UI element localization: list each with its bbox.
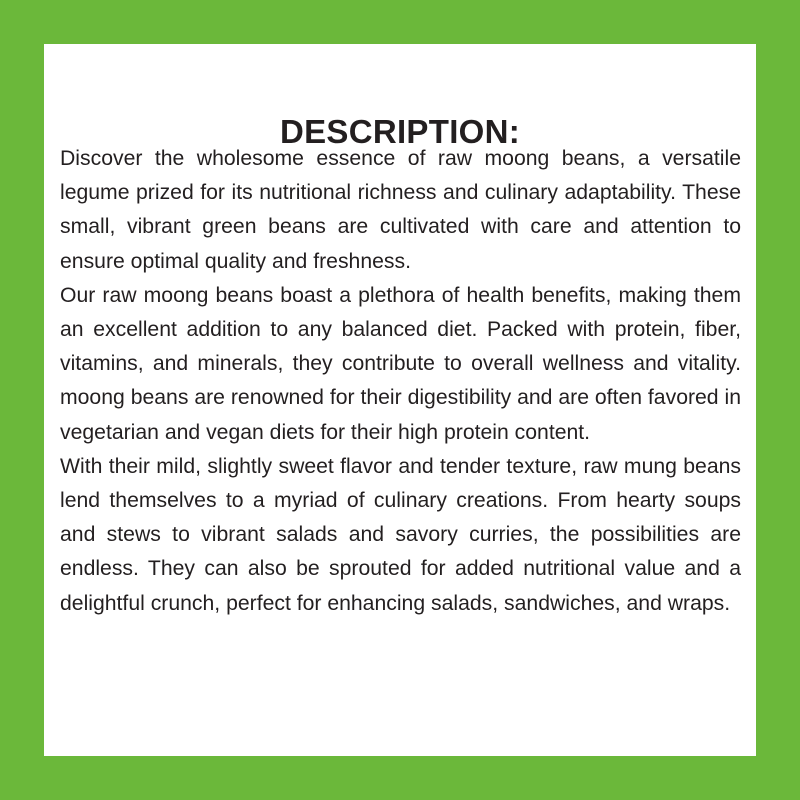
paragraph-intro: Discover the wholesome essence of raw moong beans, a versatile legume prized for its nutritional richness and culinary adaptability. These small, vibrant green beans are cultivated with care and attention to ensure optimal quality and freshness. xyxy=(60,147,741,273)
paragraph-health-benefits: Our raw moong beans boast a plethora of health benefits, making them an excellent addition to any balanced diet. Packed with protein, fiber, vitamins, and minerals, they contribute to overall wellness and vitality. moong beans are renowned for their digestibility and are often favored in vegetarian and vegan diets for their high protein content. xyxy=(60,283,741,444)
description-body xyxy=(60,142,741,621)
description-heading: DESCRIPTION: xyxy=(279,113,521,150)
description-card xyxy=(44,44,756,756)
paragraph-culinary-uses: With their mild, slightly sweet flavor and tender texture, raw mung beans lend themselves to a myriad of culinary creations. From hearty soups and stews to vibrant salads and savory curries, the possibilities are endless. They can also be sprouted for added nutritional value and a delightful crunch, perfect for enhancing salads, sandwiches, and wraps. xyxy=(60,454,741,615)
